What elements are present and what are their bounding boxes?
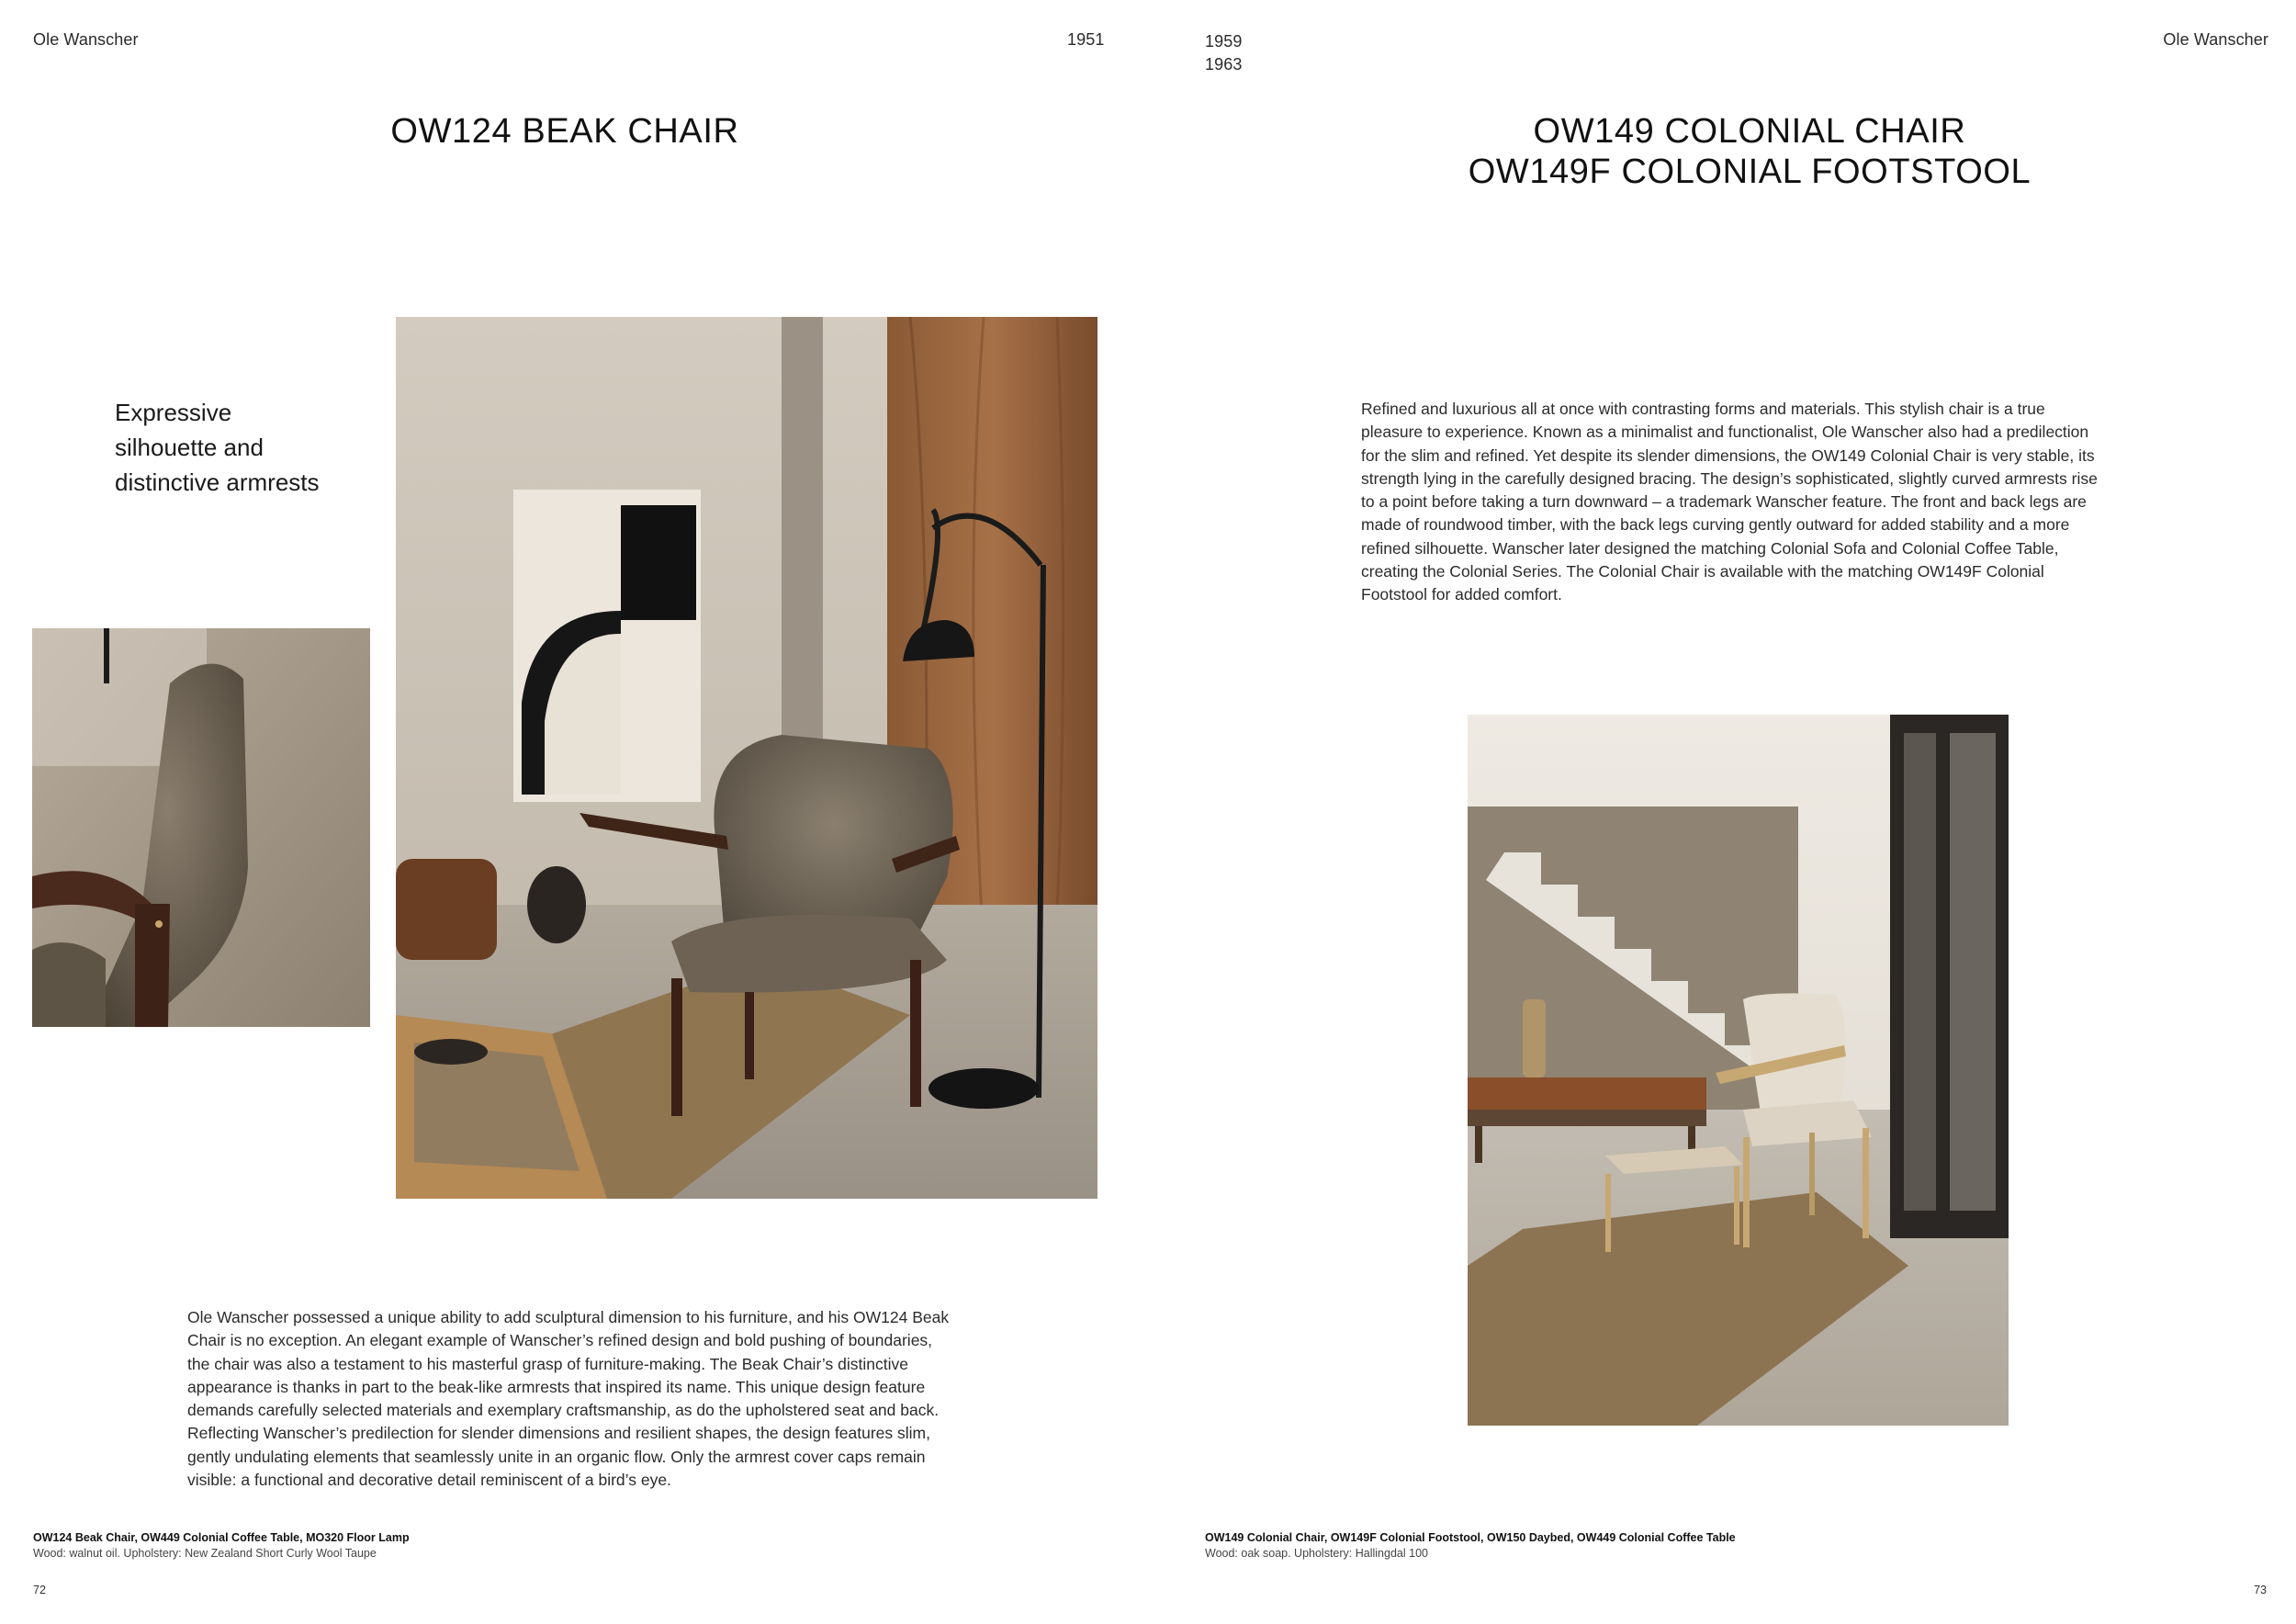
left-caption [33,1531,1043,1560]
right-caption-subtitle: Wood: oak soap. Upholstery: Hallingdal 100 [1205,1547,1428,1560]
colonial-chair-room-photo [1468,715,2009,1426]
left-body-text: Ole Wanscher possessed a unique ability to add sculptural dimension to his furniture, and his OW124 Beak Chair is no exception. An elegant example of Wanscher’s refined design and bold pushing of boundaries, the chair was also a testament to his masterful grasp of furniture-making. The Beak Chair’s distinctive appearance is thanks in part to the beak-like armrests that inspired its name. This unique design feature demands carefully selected materials and exemplary craftsmanship, as do the upholstered seat and back. Reflecting Wanscher’s predilection for slender dimensions and resilient shapes, the design features slim, gently undulating elements that seamlessly unite in an organic flow. Only the armrest cover caps remain visible: a functional and decorative detail reminiscent of a bird’s eye. [187,1308,950,1490]
right-title-line-2: OW149F COLONIAL FOOTSTOOL [1468,152,2032,191]
tagline-line-1: Expressive [115,399,232,426]
right-page-number: 73 [2254,1584,2267,1596]
left-page-title: OW124 BEAK CHAIR [390,112,739,151]
beak-chair-detail-photo [32,628,370,1027]
beak-chair-room-photo [396,317,1097,1199]
left-year: 1951 [1067,30,1105,49]
right-running-header: Ole Wanscher [2163,30,2268,49]
right-year-1: 1959 [1205,32,1243,51]
right-year-2: 1963 [1205,55,1243,73]
tagline-line-3: distinctive armrests [115,468,320,496]
left-page-number: 72 [33,1584,46,1596]
right-caption [1205,1531,2215,1560]
right-years [1205,30,1242,76]
left-caption-title: OW124 Beak Chair, OW449 Colonial Coffee Table, MO320 Floor Lamp [33,1531,410,1544]
right-body-text: Refined and luxurious all at once with contrasting forms and materials. This stylish chair is a true pleasure to experience. Known as a minimalist and functionalist, Ole Wanscher also had a predilection for the slim and refined. Yet despite its slender dimensions, the OW149 Colonial Chair is very stable, its strength lying in the carefully designed bracing. The design’s sophisticated, slightly curved armrests rise to a point before taking a turn downward – a trademark Wanscher feature. The front and back legs are made of roundwood timber, with the back legs curving gently outward for added stability and a more refined silhouette. Wanscher later designed the matching Colonial Sofa and Colonial Coffee Table, creating the Colonial Series. The Colonial Chair is available with the matching OW149F Colonial Footstool for added comfort. [1361,400,2098,604]
tagline-line-2: silhouette and [115,434,264,461]
right-title-line-1: OW149 COLONIAL CHAIR [1533,112,1966,151]
left-running-header: Ole Wanscher [33,30,139,49]
right-caption-title: OW149 Colonial Chair, OW149F Colonial Footstool, OW150 Daybed, OW449 Colonial Coffee Table [1205,1531,1736,1544]
left-caption-subtitle: Wood: walnut oil. Upholstery: New Zealand Short Curly Wool Taupe [33,1547,377,1560]
left-tagline [115,395,390,500]
right-page-title [1359,111,2140,192]
